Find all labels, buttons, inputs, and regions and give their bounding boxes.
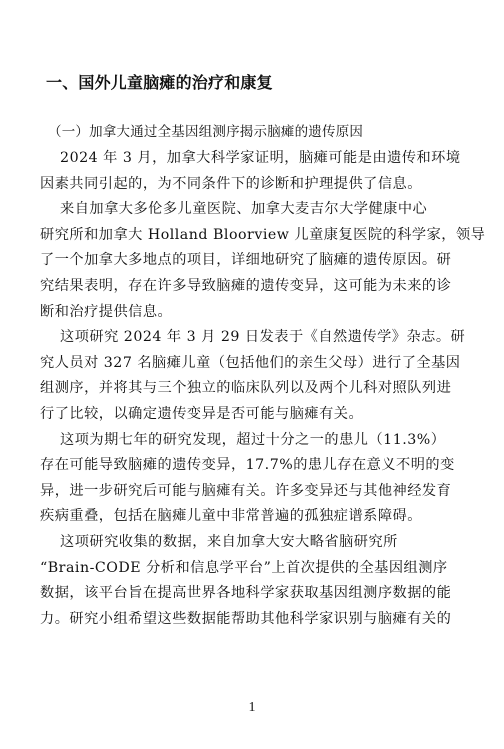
text-line: 断和治疗提供信息。 (40, 303, 173, 320)
text-line: 因素共同引起的，为不同条件下的诊断和护理提供了信息。 (40, 175, 422, 192)
text-line: 来自加拿大多伦多儿童医院、加拿大麦吉尔大学健康中心 (40, 201, 428, 218)
text-line: 研究所和加拿大 Holland Bloorview 儿童康复医院的科学家，领导 (40, 226, 486, 243)
text-line: 了一个加拿大多地点的项目，详细地研究了脑瘫的遗传原因。研 (40, 252, 452, 269)
text-line: 这项为期七年的研究发现，超过十分之一的患儿（11.3%） (40, 431, 446, 448)
section-heading: 一、国外儿童脑瘫的治疗和康复 (46, 73, 273, 92)
page-number: 1 (248, 700, 256, 715)
text-line: 组测序，并将其与三个独立的临床队列以及两个儿科对照队列进 (40, 380, 452, 397)
text-line: 2024 年 3 月，加拿大科学家证明，脑瘫可能是由遗传和环境 (40, 150, 461, 166)
text-line: 存在可能导致脑瘫的遗传变异，17.7%的患儿存在意义不明的变 (40, 457, 455, 474)
text-line: 异，进一步研究后可能与脑瘫有关。许多变异还与其他神经发育 (40, 482, 452, 499)
text-line: 力。研究小组希望这些数据能帮助其他科学家识别与脑瘫有关的 (40, 610, 452, 627)
text-line: 数据，该平台旨在提高世界各地科学家获取基因组测序数据的能 (40, 585, 452, 602)
text-line: 这项研究收集的数据，来自加拿大安大略省脑研究所 (40, 533, 398, 550)
text-line: 这项研究 2024 年 3 月 29 日发表于《自然遗传学》杂志。研 (40, 329, 466, 346)
text-line: 究人员对 327 名脑瘫儿童（包括他们的亲生父母）进行了全基因 (40, 354, 461, 371)
text-line: 疾病重叠，包括在脑瘫儿童中非常普遍的孤独症谱系障碍。 (40, 508, 422, 525)
text-line: 行了比较，以确定遗传变异是否可能与脑瘫有关。 (40, 405, 364, 422)
text-line: “Brain-CODE 分析和信息学平台”上首次提供的全基因组测序 (40, 559, 448, 576)
text-line: 究结果表明，存在许多导致脑瘫的遗传变异，这可能为未来的诊 (40, 277, 452, 294)
body-text (40, 146, 486, 632)
subsection-heading: （一）加拿大通过全基因组测序揭示脑瘫的遗传原因 (48, 124, 364, 140)
